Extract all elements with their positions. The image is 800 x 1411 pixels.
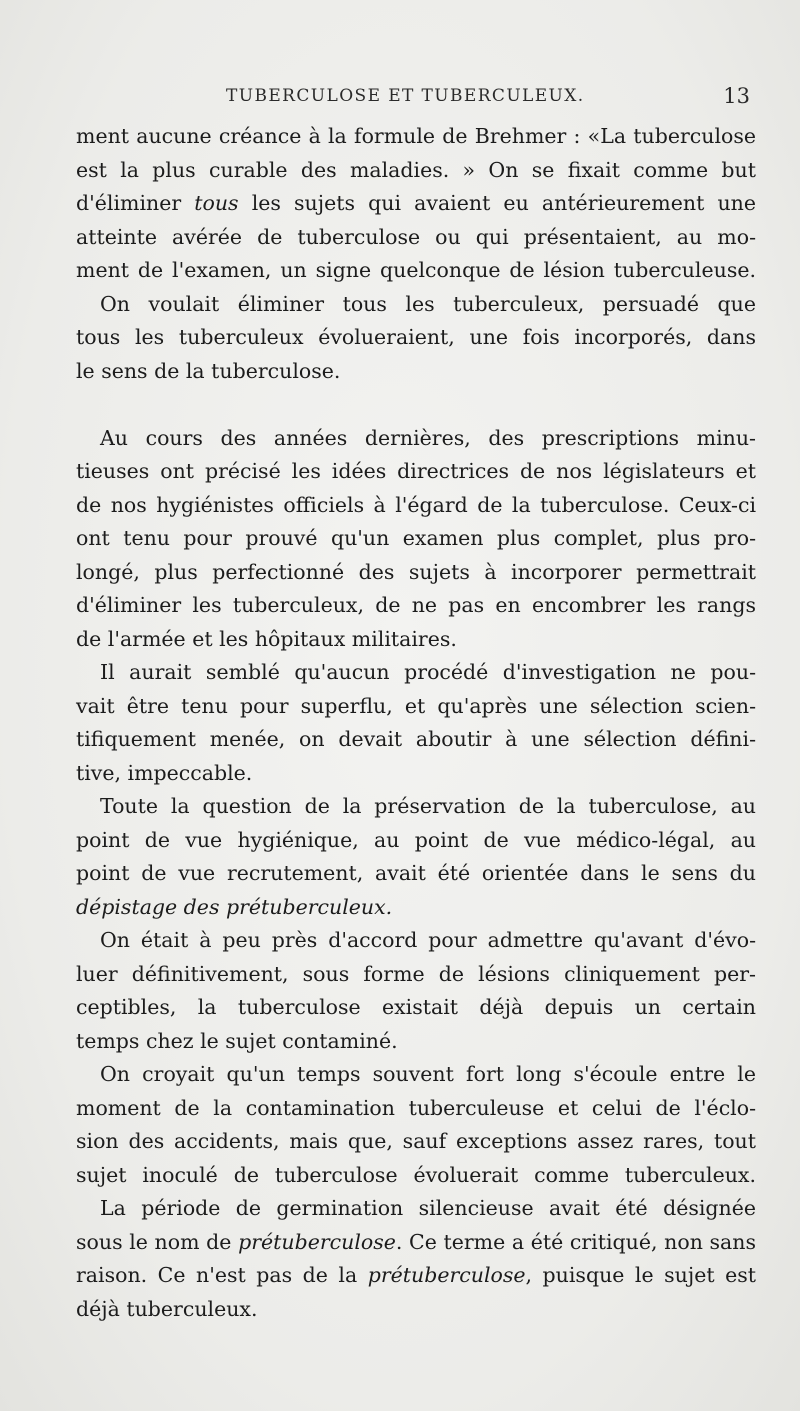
text-line	[76, 857, 756, 891]
text-line	[76, 1092, 756, 1126]
text-line	[76, 690, 756, 724]
text-line	[76, 589, 756, 623]
text-line	[76, 221, 756, 255]
text-line	[76, 958, 756, 992]
text-line	[76, 187, 756, 221]
body-text	[76, 120, 756, 1326]
text-segment: temps chez le sujet contaminé.	[76, 1028, 398, 1053]
text-segment: déjà tuberculeux.	[76, 1296, 258, 1321]
text-line	[76, 120, 756, 154]
text-line	[76, 1159, 756, 1193]
text-segment: On croyait qu'un temps souvent fort long s'écoule entre le	[100, 1062, 756, 1086]
text-segment: le sens de la tuberculose.	[76, 358, 341, 383]
text-line	[76, 522, 756, 556]
text-line	[76, 790, 756, 824]
text-segment: point de vue hygiénique, au point de vue médico-légal, au	[76, 827, 756, 852]
text-line	[76, 288, 756, 322]
text-line	[76, 489, 756, 523]
text-line	[76, 1293, 756, 1327]
text-segment: Au cours des années dernières, des prescriptions minu-	[100, 425, 756, 450]
text-line	[76, 1058, 756, 1092]
page-header	[76, 84, 756, 114]
text-line	[76, 757, 756, 791]
text-segment: de nos hygiénistes officiels à l'égard de la tuberculose. Ceux-ci	[76, 492, 756, 517]
text-segment: sous le nom de	[76, 1229, 239, 1254]
text-line	[76, 656, 756, 690]
text-segment: sujet inoculé de tuberculose évoluerait comme tuberculeux.	[76, 1162, 756, 1187]
text-segment: de l'armée et les hôpitaux militaires.	[76, 626, 457, 651]
text-segment: On voulait éliminer tous les tuberculeux, persuadé que	[100, 291, 756, 316]
text-line	[76, 422, 756, 456]
text-segment: luer définitivement, sous forme de lésions cliniquement per-	[76, 961, 756, 986]
text-segment: longé, plus perfectionné des sujets à incorporer permettrait	[76, 559, 756, 584]
text-segment: tifiquement menée, on devait aboutir à une sélection défini-	[76, 727, 756, 751]
text-line	[76, 1125, 756, 1159]
text-line	[76, 723, 756, 757]
text-line	[76, 1025, 756, 1059]
text-segment: les sujets qui avaient eu antérieurement une	[238, 191, 756, 215]
text-segment: tieuses ont précisé les idées directrices de nos législateurs et	[76, 459, 756, 483]
text-segment: d'éliminer	[76, 191, 195, 215]
text-segment: , puisque le sujet est	[525, 1263, 756, 1287]
running-title: TUBERCULOSE ET TUBERCULEUX.	[226, 86, 585, 106]
text-line	[76, 623, 756, 657]
text-segment: ont tenu pour prouvé qu'un examen plus complet, plus pro-	[76, 526, 756, 550]
text-line	[76, 891, 756, 925]
italic-text: prétuberculose	[367, 1263, 526, 1287]
text-segment: On était à peu près d'accord pour admettre qu'avant d'évo-	[100, 928, 756, 952]
text-segment: vait être tenu pour superflu, et qu'après une sélection scien-	[76, 693, 756, 718]
text-segment: d'éliminer les tuberculeux, de ne pas en encombrer les rangs	[76, 593, 756, 617]
text-segment: tous les tuberculeux évolueraient, une fois incorporés, dans	[76, 325, 756, 349]
text-line	[76, 254, 756, 288]
text-line	[76, 924, 756, 958]
italic-text: tous	[194, 191, 239, 215]
text-segment: sion des accidents, mais que, sauf exceptions assez rares, tout	[76, 1129, 756, 1153]
text-segment: atteinte avérée de tuberculose ou qui présentaient, au mo-	[76, 224, 756, 249]
text-segment: ceptibles, la tuberculose existait déjà depuis un certain	[76, 995, 756, 1019]
text-segment: raison. Ce n'est pas de la	[76, 1263, 368, 1287]
page-number: 13	[723, 84, 750, 108]
text-segment: point de vue recrutement, avait été orientée dans le sens du	[76, 861, 756, 885]
text-segment: tive, impeccable.	[76, 760, 253, 785]
text-line	[76, 556, 756, 590]
text-line	[76, 824, 756, 858]
text-line	[76, 455, 756, 489]
text-segment: ment aucune créance à la formule de Brehmer : «La tuberculose	[76, 124, 756, 148]
text-segment: moment de la contamination tuberculeuse et celui de l'éclo-	[76, 1095, 756, 1120]
italic-text: dépistage des prétuberculeux.	[76, 894, 393, 919]
text-segment: est la plus curable des maladies. » On se fixait comme but	[76, 157, 756, 182]
paragraph-gap	[76, 388, 756, 422]
text-line	[76, 1259, 756, 1293]
text-line	[76, 1192, 756, 1226]
text-segment: Il aurait semblé qu'aucun procédé d'investigation ne pou-	[100, 660, 756, 684]
text-segment: . Ce terme a été critiqué, non sans	[395, 1229, 757, 1254]
text-line	[76, 355, 756, 389]
text-segment: Toute la question de la préservation de la tuberculose, au	[100, 794, 756, 818]
text-segment: La période de germination silencieuse avait été désignée	[100, 1196, 756, 1220]
text-line	[76, 991, 756, 1025]
italic-text: prétuberculose	[238, 1229, 396, 1254]
text-line	[76, 154, 756, 188]
text-line	[76, 321, 756, 355]
text-segment: ment de l'examen, un signe quelconque de lésion tuberculeuse.	[76, 258, 756, 282]
text-line	[76, 1226, 756, 1260]
